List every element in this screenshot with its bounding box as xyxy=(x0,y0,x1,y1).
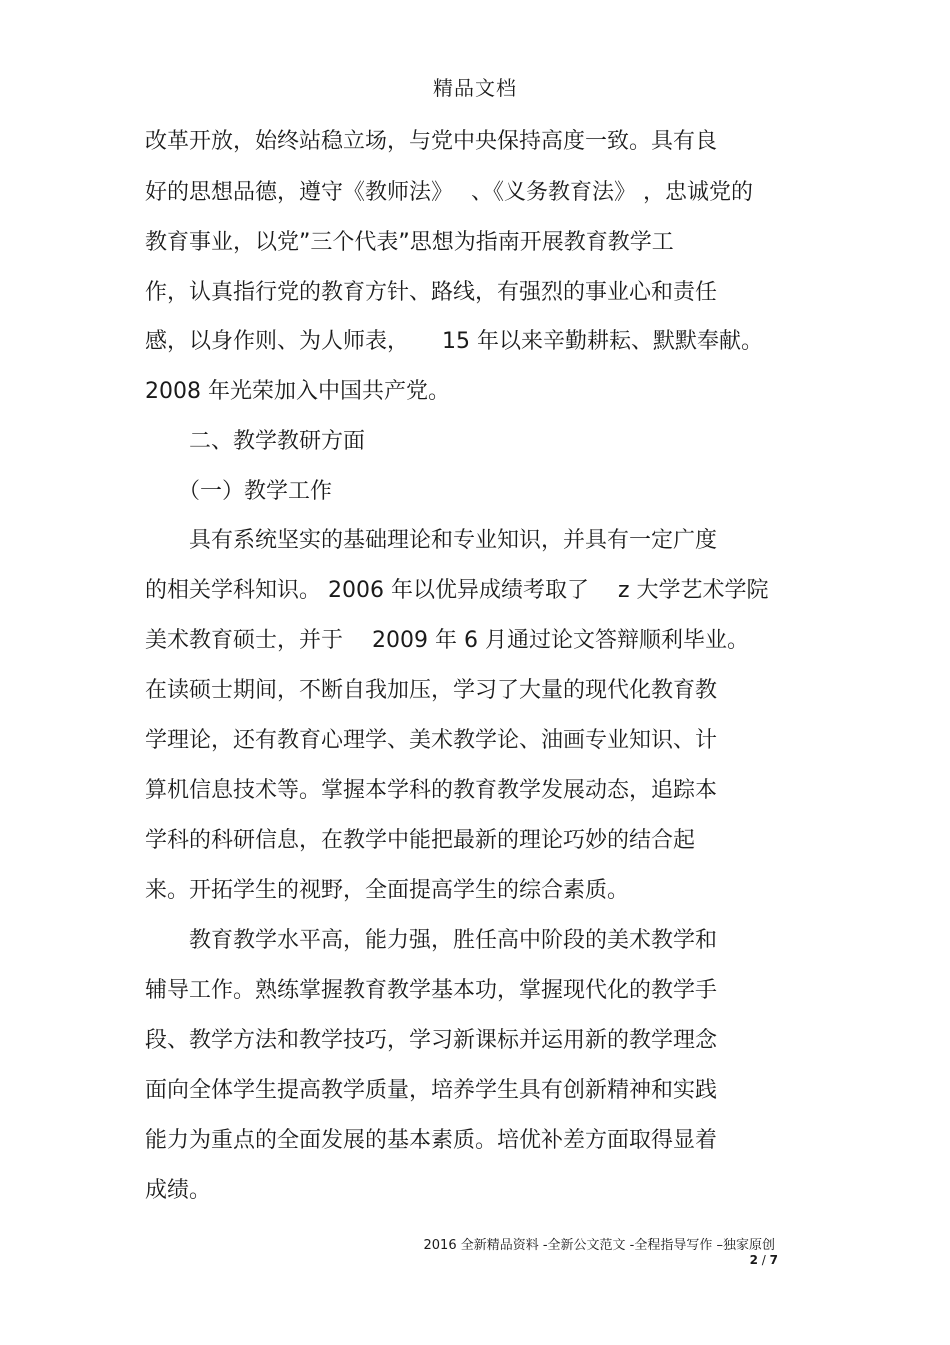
body-line: 在读硕士期间，不断自我加压，学习了大量的现代化教育教 xyxy=(145,678,718,703)
page-total: 7 xyxy=(769,1253,778,1267)
body-line: 段、教学方法和教学技巧，学习新课标并运用新的教学理念 xyxy=(145,1028,718,1053)
body-line: 作，认真指行党的教育方针、路线，有强烈的事业心和责任 xyxy=(145,280,718,305)
body-line: 学科的科研信息，在教学中能把最新的理论巧妙的结合起 xyxy=(145,828,696,853)
body-line: 2008 年光荣加入中国共产党。 xyxy=(145,379,450,404)
body-line: 教育教学水平高，能力强，胜任高中阶段的美术教学和 xyxy=(145,928,718,953)
body-line: 具有系统坚实的基础理论和专业知识，并具有一定广度 xyxy=(145,528,718,553)
body-line: 成绩。 xyxy=(145,1178,212,1203)
body-line: 学理论，还有教育心理学、美术教学论、油画专业知识、计 xyxy=(145,728,718,753)
page-header-title: 精品文档 xyxy=(433,76,517,100)
body-line: 美术教育硕士，并于 2009 年 6 月通过论文答辩顺利毕业。 xyxy=(145,628,749,653)
footer-slogan: 2016 全新精品资料 -全新公文范文 -全程指导写作 –独家原创 xyxy=(423,1238,775,1253)
body-line: 的相关学科知识。 2006 年以优异成绩考取了 z 大学艺术学院 xyxy=(145,578,769,603)
body-line: 感，以身作则、为人师表， 15 年以来辛勤耕耘、默默奉献。 xyxy=(145,329,763,354)
subsection-heading: （一）教学工作 xyxy=(145,479,333,504)
body-line: 来。开拓学生的视野，全面提高学生的综合素质。 xyxy=(145,878,630,903)
page-current: 2 xyxy=(749,1253,758,1267)
body-line: 教育事业，以党”三个代表”思想为指南开展教育教学工 xyxy=(145,230,674,255)
body-line: 算机信息技术等。掌握本学科的教育教学发展动态，追踪本 xyxy=(145,778,718,803)
page-separator: / xyxy=(757,1253,770,1267)
page-number xyxy=(750,1253,778,1267)
body-line: 面向全体学生提高教学质量，培养学生具有创新精神和实践 xyxy=(145,1078,718,1103)
body-line: 好的思想品德，遵守《教师法》 、《义务教育法》 ，忠诚党的 xyxy=(145,180,753,205)
body-line: 能力为重点的全面发展的基本素质。培优补差方面取得显着 xyxy=(145,1128,718,1153)
body-line: 辅导工作。熟练掌握教育教学基本功，掌握现代化的教学手 xyxy=(145,978,718,1003)
body-line: 改革开放，始终站稳立场，与党中央保持高度一致。具有良 xyxy=(145,129,718,154)
section-heading: 二、教学教研方面 xyxy=(145,429,366,454)
